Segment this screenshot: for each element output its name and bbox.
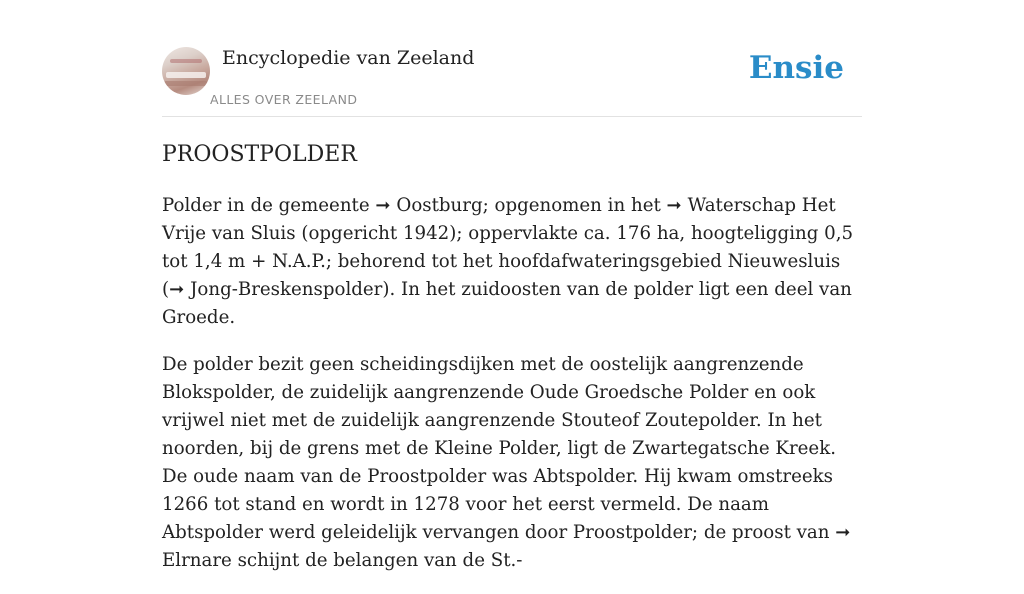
article-paragraph: De polder bezit geen scheidingsdijken met de oostelijk aangrenzende Blokspolder, de zuidelijk aangrenzende Oude Groedsche Polder en ook vrijwel niet met de zuidelijk aangrenzende Stouteof Zoutepolder. In het noorden, bij de grens met de Kleine Polder, ligt de Zwartegatsche Kreek. De oude naam van de Proostpolder was Abtspolder. Hij kwam omstreeks 1266 tot stand en wordt in 1278 voor het eerst vermeld. De naam Abtspolder werd geleidelijk vervangen door Proostpolder; de proost van ➞ Elrnare schijnt de belangen van de St.- bbox=[162, 354, 851, 571]
site-avatar[interactable] bbox=[162, 47, 210, 95]
article-title: PROOSTPOLDER bbox=[162, 142, 357, 167]
article-body bbox=[162, 192, 862, 594]
article-paragraph: Polder in de gemeente ➞ Oostburg; opgenomen in het ➞ Waterschap Het Vrije van Sluis (opgericht 1942); oppervlakte ca. 176 ha, hoogteligging 0,5 tot 1,4 m + N.A.P.; behorend tot het hoofdafwateringsgebied Nieuwesluis (➞ Jong-Breskenspolder). In het zuidoosten van de polder ligt een deel van Groede. bbox=[162, 195, 854, 328]
ensie-logo[interactable]: Ensie bbox=[748, 50, 844, 86]
site-title[interactable]: Encyclopedie van Zeeland bbox=[222, 47, 475, 69]
site-tagline: ALLES OVER ZEELAND bbox=[210, 92, 358, 107]
site-header bbox=[162, 0, 862, 117]
